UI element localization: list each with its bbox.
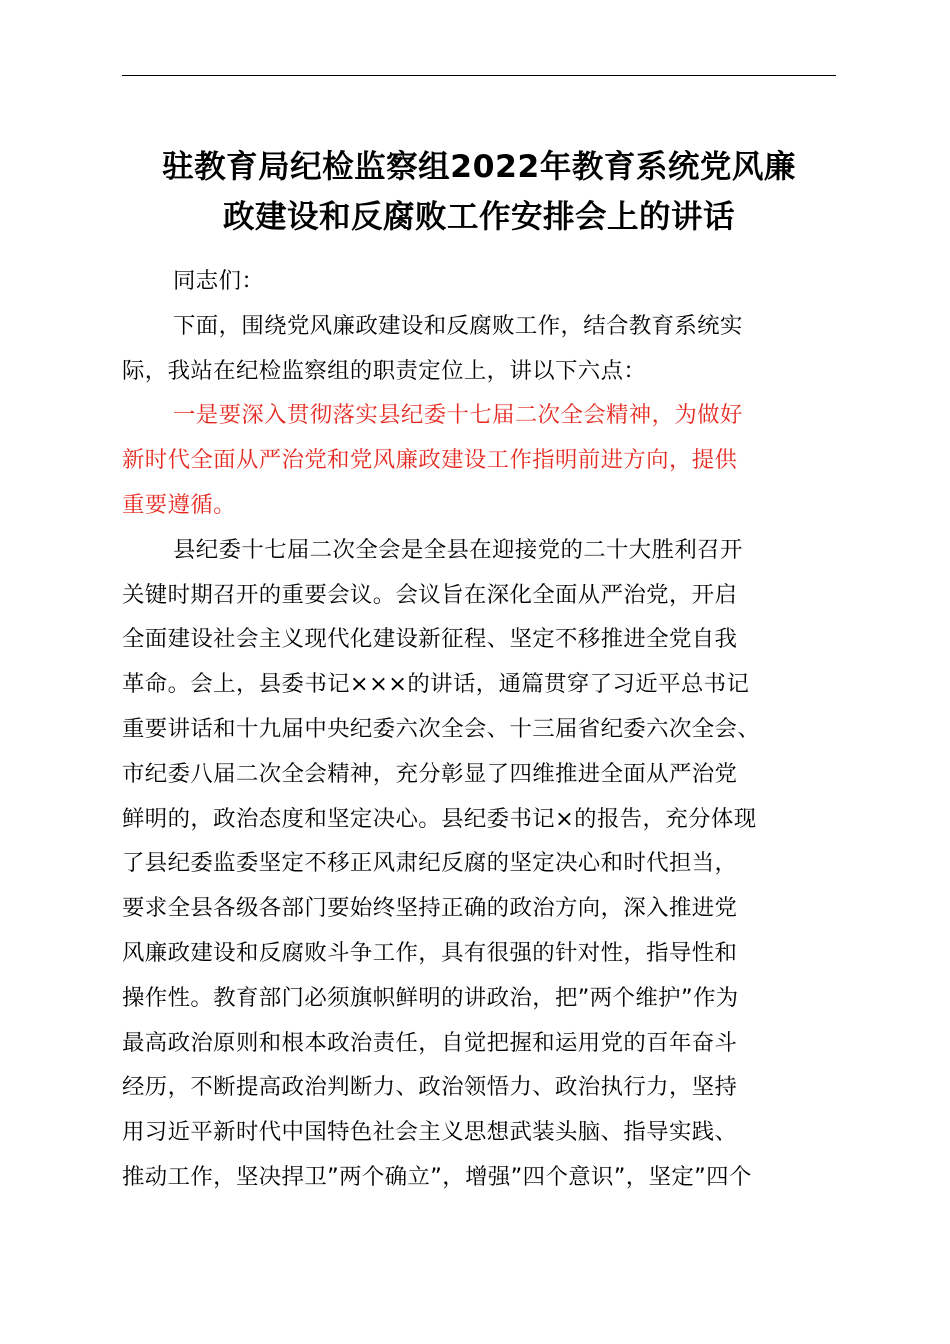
paragraph-line-9: 要求全县各级各部门要始终坚持正确的政治方向，深入推进党	[122, 895, 738, 922]
paragraph-line-4: 革命。会上，县委书记×××的讲话，通篇贯穿了习近平总书记	[122, 671, 750, 698]
paragraph-line-2: 关键时期召开的重要会议。会议旨在深化全面从严治党，开启	[122, 581, 738, 608]
document-body	[122, 259, 838, 1200]
paragraph-line-10: 风廉政建设和反腐败斗争工作，具有很强的针对性，指导性和	[122, 939, 738, 966]
paragraph-line-12: 最高政治原则和根本政治责任，自觉把握和运用党的百年奋斗	[122, 1029, 738, 1056]
salutation: 同志们：	[173, 268, 265, 294]
paragraph-line-7: 鲜明的，政治态度和坚定决心。县纪委书记×的报告，充分体现	[122, 805, 757, 832]
intro-line-1: 下面，围绕党风廉政建设和反腐败工作，结合教育系统实	[173, 312, 743, 339]
intro-line-2: 际，我站在纪检监察组的职责定位上，讲以下六点：	[122, 357, 647, 384]
paragraph-line-6: 市纪委八届二次全会精神，充分彰显了四维推进全面从严治党	[122, 760, 738, 787]
paragraph-line-1: 县纪委十七届二次全会是全县在迎接党的二十大胜利召开	[173, 536, 743, 563]
paragraph-line-13: 经历，不断提高政治判断力、政治领悟力、政治执行力，坚持	[122, 1074, 738, 1101]
title-line-1: 驻教育局纪检监察组2022年教育系统党风廉	[162, 149, 796, 185]
document-title	[110, 142, 848, 242]
paragraph-line-8: 了县纪委监委坚定不移正风肃纪反腐的坚定决心和时代担当，	[122, 850, 738, 877]
paragraph-line-15: 推动工作，坚决捍卫”两个确立”，增强”四个意识”，坚定”四个	[122, 1163, 752, 1190]
point-one-heading-line-1: 一是要深入贯彻落实县纪委十七届二次全会精神，为做好	[173, 402, 743, 429]
paragraph-line-3: 全面建设社会主义现代化建设新征程、坚定不移推进全党自我	[122, 626, 738, 653]
paragraph-line-11: 操作性。教育部门必须旗帜鲜明的讲政治，把”两个维护”作为	[122, 984, 739, 1011]
point-one-heading-line-3: 重要遵循。	[122, 491, 236, 518]
paragraph-line-5: 重要讲话和十九届中央纪委六次全会、十三届省纪委六次全会、	[122, 715, 761, 742]
paragraph-line-14: 用习近平新时代中国特色社会主义思想武装头脑、指导实践、	[122, 1119, 738, 1146]
title-line-2: 政建设和反腐败工作安排会上的讲话	[222, 199, 735, 235]
point-one-heading-line-2: 新时代全面从严治党和党风廉政建设工作指明前进方向，提供	[122, 447, 738, 474]
header-rule	[122, 75, 836, 76]
